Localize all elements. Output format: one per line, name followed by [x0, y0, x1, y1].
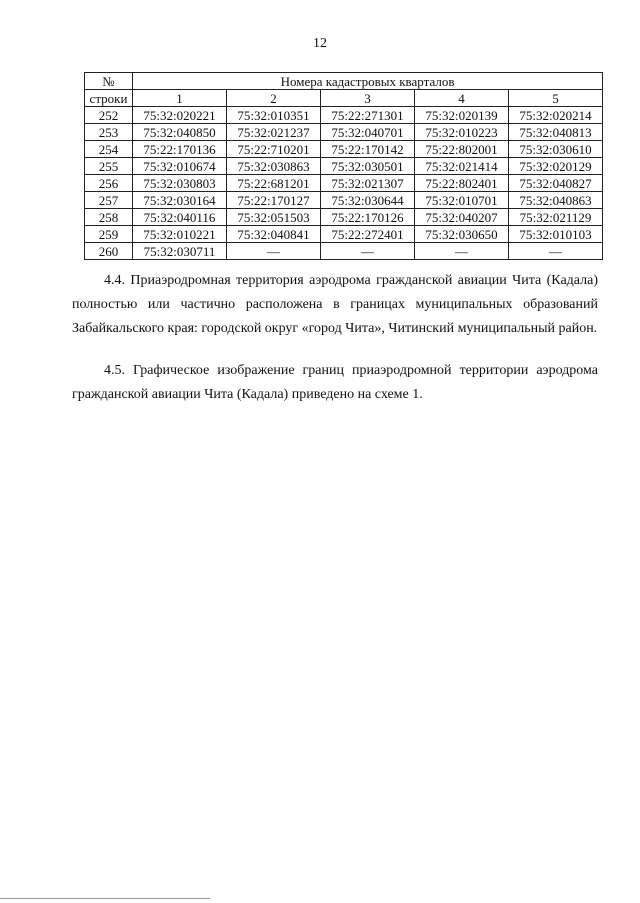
column-header-4: 4 [415, 90, 509, 107]
cadastral-number-cell: 75:32:030711 [133, 243, 227, 260]
row-number-cell: 260 [85, 243, 133, 260]
cadastral-number-cell: 75:22:170136 [133, 141, 227, 158]
table-row [85, 243, 603, 260]
cadastral-number-cell: — [415, 243, 509, 260]
cadastral-number-cell: 75:32:040813 [509, 124, 603, 141]
scan-edge-line [0, 898, 210, 899]
cadastral-number-cell: 75:32:030650 [415, 226, 509, 243]
cadastral-number-cell: 75:22:170126 [321, 209, 415, 226]
cadastral-number-cell: 75:22:272401 [321, 226, 415, 243]
column-header-3: 3 [321, 90, 415, 107]
cadastral-number-cell: 75:22:170142 [321, 141, 415, 158]
cadastral-number-cell: 75:32:040207 [415, 209, 509, 226]
table-row [85, 192, 603, 209]
cadastral-number-cell: — [321, 243, 415, 260]
row-number-header-top: № [85, 73, 133, 90]
cadastral-number-cell: 75:22:802001 [415, 141, 509, 158]
table-body [85, 107, 603, 260]
paragraph-4-5: 4.5. Графическое изображение границ приаэродромной территории аэродрома гражданской авиации Чита (Кадала) приведено на схеме 1. [72, 363, 598, 402]
cadastral-number-cell: 75:32:020129 [509, 158, 603, 175]
table-row [85, 175, 603, 192]
column-header-1: 1 [133, 90, 227, 107]
cadastral-number-cell: 75:32:020214 [509, 107, 603, 124]
cadastral-number-cell: 75:32:010351 [227, 107, 321, 124]
paragraph-4-4: 4.4. Приаэродромная территория аэродрома гражданской авиации Чита (Кадала) полностью или частично расположена в границах муниципальных образований Забайкальского края: городской округ «город Чита», Читинский муниципальный район. [72, 273, 598, 336]
cadastral-number-cell: 75:32:030610 [509, 141, 603, 158]
table-row [85, 226, 603, 243]
cadastral-number-cell: 75:32:040827 [509, 175, 603, 192]
table-row [85, 209, 603, 226]
cadastral-number-cell: 75:22:271301 [321, 107, 415, 124]
cadastral-number-cell: 75:32:010223 [415, 124, 509, 141]
row-number-cell: 256 [85, 175, 133, 192]
row-number-cell: 253 [85, 124, 133, 141]
table-header-row-top [85, 73, 603, 90]
cadastral-number-cell: 75:32:040850 [133, 124, 227, 141]
row-number-cell: 252 [85, 107, 133, 124]
cadastral-number-cell: 75:32:030803 [133, 175, 227, 192]
table-row [85, 107, 603, 124]
column-header-2: 2 [227, 90, 321, 107]
cadastral-number-cell: 75:32:021237 [227, 124, 321, 141]
cadastral-number-cell: 75:22:681201 [227, 175, 321, 192]
cadastral-number-cell: 75:32:030164 [133, 192, 227, 209]
cadastral-blocks-table [84, 72, 603, 260]
row-number-cell: 255 [85, 158, 133, 175]
cadastral-number-cell: 75:32:021307 [321, 175, 415, 192]
cadastral-number-cell: 75:32:010221 [133, 226, 227, 243]
table-row [85, 158, 603, 175]
cadastral-number-cell: 75:22:170127 [227, 192, 321, 209]
cadastral-number-cell: — [227, 243, 321, 260]
cadastral-number-cell: 75:32:010103 [509, 226, 603, 243]
page-number: 12 [313, 36, 327, 51]
cadastral-numbers-group-header: Номера кадастровых кварталов [133, 73, 603, 90]
row-number-cell: 254 [85, 141, 133, 158]
row-number-cell: 257 [85, 192, 133, 209]
cadastral-number-cell: 75:32:040701 [321, 124, 415, 141]
row-number-cell: 258 [85, 209, 133, 226]
row-number-header-bottom: строки [85, 90, 133, 107]
column-header-5: 5 [509, 90, 603, 107]
table-row [85, 141, 603, 158]
cadastral-number-cell: 75:32:051503 [227, 209, 321, 226]
cadastral-number-cell: 75:32:040863 [509, 192, 603, 209]
cadastral-number-cell: — [509, 243, 603, 260]
row-number-cell: 259 [85, 226, 133, 243]
cadastral-number-cell: 75:32:021129 [509, 209, 603, 226]
table-header-row-bottom [85, 90, 603, 107]
cadastral-number-cell: 75:22:710201 [227, 141, 321, 158]
cadastral-number-cell: 75:32:040116 [133, 209, 227, 226]
cadastral-number-cell: 75:32:040841 [227, 226, 321, 243]
cadastral-number-cell: 75:32:020221 [133, 107, 227, 124]
cadastral-number-cell: 75:32:020139 [415, 107, 509, 124]
cadastral-number-cell: 75:32:030863 [227, 158, 321, 175]
cadastral-number-cell: 75:32:010701 [415, 192, 509, 209]
cadastral-number-cell: 75:32:030501 [321, 158, 415, 175]
cadastral-number-cell: 75:32:030644 [321, 192, 415, 209]
table-row [85, 124, 603, 141]
cadastral-number-cell: 75:32:010674 [133, 158, 227, 175]
cadastral-number-cell: 75:22:802401 [415, 175, 509, 192]
cadastral-number-cell: 75:32:021414 [415, 158, 509, 175]
